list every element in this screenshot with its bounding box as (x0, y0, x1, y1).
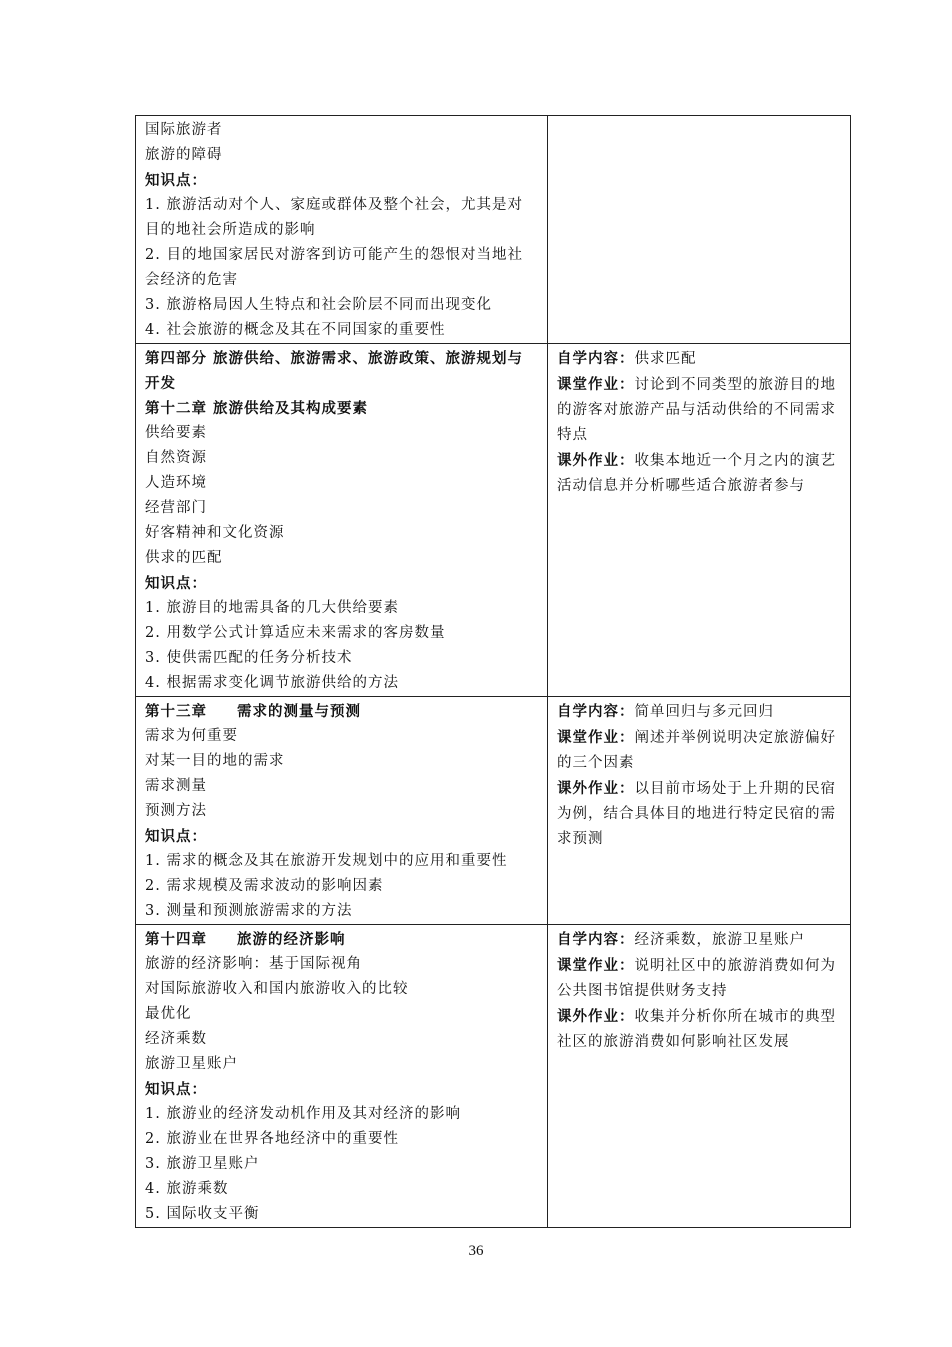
bold-heading-line: 第十二章 旅游供给及其构成要素 (145, 400, 369, 417)
content-line: 自然资源 (145, 450, 207, 466)
assignment-label: 课外作业： (557, 452, 635, 469)
content-line: 4. 社会旅游的概念及其在不同国家的重要性 (145, 322, 446, 338)
assignment-text: 供求匹配 (634, 351, 697, 367)
content-line: 3. 测量和预测旅游需求的方法 (145, 903, 353, 919)
assignment-label: 课堂作业： (557, 376, 635, 393)
chapter-number: 第十三章 (145, 703, 207, 720)
assignment-text: 收集并分析你所在城市的典型社区的旅游消费如何影响社区发展 (557, 1009, 836, 1050)
chapter-heading (145, 699, 538, 724)
content-line: 2. 旅游业在世界各地经济中的重要性 (145, 1131, 399, 1147)
content-line: 国际旅游者 (145, 122, 223, 138)
content-line: 4. 旅游乘数 (145, 1181, 229, 1197)
bold-heading-line: 知识点： (145, 1081, 207, 1098)
table-row (136, 925, 851, 1228)
assignment-item (557, 346, 841, 372)
chapter-content-cell (136, 344, 548, 697)
syllabus-table (135, 115, 851, 1228)
assignment-text: 简单回归与多元回归 (634, 704, 774, 720)
page-number: 36 (468, 1243, 484, 1259)
bold-heading-line: 知识点： (145, 172, 207, 189)
content-line: 3. 使供需匹配的任务分析技术 (145, 650, 353, 666)
assignment-text: 收集本地近一个月之内的演艺活动信息并分析哪些适合旅游者参与 (557, 453, 836, 494)
assignment-text: 讨论到不同类型的旅游目的地的游客对旅游产品与活动供给的不同需求特点 (557, 377, 836, 443)
content-line: 供求的匹配 (145, 550, 223, 566)
assignment-item (557, 372, 841, 448)
content-line: 2. 目的地国家居民对游客到访可能产生的怨恨对当地社会经济的危害 (145, 247, 523, 288)
content-line: 1. 旅游活动对个人、家庭或群体及整个社会，尤其是对目的地社会所造成的影响 (145, 197, 523, 238)
content-line: 最优化 (145, 1006, 192, 1022)
assignment-label: 课外作业： (557, 1008, 635, 1025)
content-line: 3. 旅游格局因人生特点和社会阶层不同而出现变化 (145, 297, 492, 313)
content-line: 旅游卫星账户 (145, 1056, 238, 1072)
syllabus-table-body (136, 116, 851, 1228)
content-line: 4. 根据需求变化调节旅游供给的方法 (145, 675, 399, 691)
content-line: 需求测量 (145, 778, 207, 794)
content-line: 对国际旅游收入和国内旅游收入的比较 (145, 981, 409, 997)
content-line: 1. 需求的概念及其在旅游开发规划中的应用和重要性 (145, 853, 508, 869)
assignment-item (557, 953, 841, 1004)
chapter-content-cell (136, 116, 548, 344)
content-line: 好客精神和文化资源 (145, 525, 285, 541)
bold-heading-line: 知识点： (145, 575, 207, 592)
assignment-cell (548, 697, 851, 925)
assignment-item (557, 699, 841, 725)
content-line: 旅游的经济影响：基于国际视角 (145, 956, 362, 972)
content-line: 5. 国际收支平衡 (145, 1206, 260, 1222)
assignment-text: 说明社区中的旅游消费如何为公共图书馆提供财务支持 (557, 958, 836, 999)
assignment-cell (548, 116, 851, 344)
assignment-item (557, 776, 841, 852)
assignment-text: 以目前市场处于上升期的民宿为例，结合具体目的地进行特定民宿的需求预测 (557, 781, 836, 847)
assignment-cell (548, 925, 851, 1228)
chapter-number: 第十四章 (145, 931, 207, 948)
table-row (136, 697, 851, 925)
assignment-item (557, 927, 841, 953)
assignment-label: 课堂作业： (557, 957, 635, 974)
content-line: 经营部门 (145, 500, 207, 516)
content-line: 3. 旅游卫星账户 (145, 1156, 260, 1172)
table-row (136, 344, 851, 697)
bold-heading-line: 第四部分 旅游供给、旅游需求、旅游政策、旅游规划与开发 (145, 350, 524, 392)
assignment-item (557, 448, 841, 499)
content-line: 预测方法 (145, 803, 207, 819)
content-line: 人造环境 (145, 475, 207, 491)
chapter-title: 旅游的经济影响 (237, 931, 346, 948)
content-line: 经济乘数 (145, 1031, 207, 1047)
assignment-label: 自学内容： (557, 350, 635, 367)
assignment-label: 课堂作业： (557, 729, 635, 746)
table-row (136, 116, 851, 344)
assignment-text: 经济乘数，旅游卫星账户 (634, 932, 805, 948)
content-line: 1. 旅游目的地需具备的几大供给要素 (145, 600, 399, 616)
content-line: 1. 旅游业的经济发动机作用及其对经济的影响 (145, 1106, 461, 1122)
content-line: 2. 需求规模及需求波动的影响因素 (145, 878, 384, 894)
chapter-content-cell (136, 697, 548, 925)
chapter-content-cell (136, 925, 548, 1228)
assignment-cell (548, 344, 851, 697)
content-line: 供给要素 (145, 425, 207, 441)
chapter-title: 需求的测量与预测 (237, 703, 361, 720)
content-line: 2. 用数学公式计算适应未来需求的客房数量 (145, 625, 446, 641)
chapter-heading (145, 927, 538, 952)
assignment-item (557, 725, 841, 776)
assignment-text: 阐述并举例说明决定旅游偏好的三个因素 (557, 730, 836, 771)
assignment-label: 自学内容： (557, 703, 635, 720)
assignment-label: 自学内容： (557, 931, 635, 948)
assignment-item (557, 1004, 841, 1055)
bold-heading-line: 知识点： (145, 828, 207, 845)
content-line: 对某一目的地的需求 (145, 753, 285, 769)
content-line: 需求为何重要 (145, 728, 238, 744)
content-line: 旅游的障碍 (145, 147, 223, 163)
assignment-label: 课外作业： (557, 780, 635, 797)
